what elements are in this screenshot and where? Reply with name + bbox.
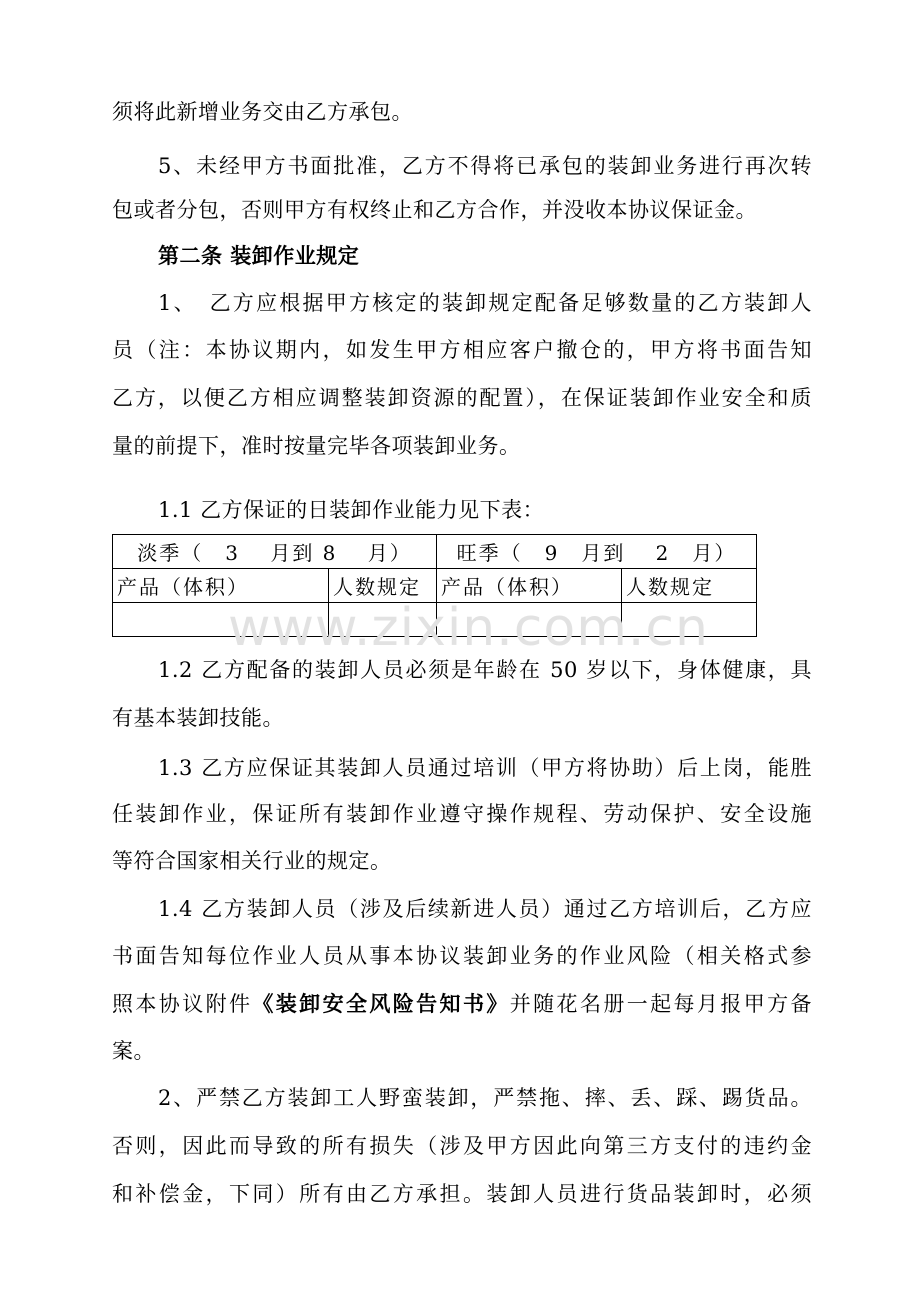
paragraph-line: 乙方，以便乙方相应调整装卸资源的配置），在保证装卸作业安全和质 — [112, 386, 812, 410]
table-cell — [622, 603, 757, 637]
capacity-table — [112, 534, 757, 637]
paragraph-line: 1.3 乙方应保证其装卸人员通过培训（甲方将协助）后上岗，能胜 — [158, 756, 812, 780]
text-segment: 照本协议附件 — [112, 992, 253, 1016]
watermark: www.zixin.com.cn — [228, 598, 709, 658]
paragraph-line: 1.4 乙方装卸人员（涉及后续新进人员）通过乙方培训后，乙方应 — [158, 897, 812, 921]
paragraph-line: 1.1 乙方保证的日装卸作业能力见下表： — [158, 498, 545, 522]
paragraph-line: 2、严禁乙方装卸工人野蛮装卸，严禁拖、摔、丢、踩、踢货品。 — [158, 1086, 812, 1110]
product-volume-header: 产品（体积） — [113, 569, 329, 603]
paragraph-line: 1、 乙方应根据甲方核定的装卸规定配备足够数量的乙方装卸人 — [158, 291, 812, 315]
paragraph-line: 案。 — [112, 1039, 155, 1063]
paragraph-line: 1.2 乙方配备的装卸人员必须是年龄在 50 岁以下，身体健康，具 — [158, 658, 812, 682]
table-cell — [329, 603, 437, 637]
section-heading: 第二条 装卸作业规定 — [158, 243, 360, 268]
paragraph-line: 包或者分包，否则甲方有权终止和乙方合作，并没收本协议保证金。 — [112, 198, 757, 222]
peak-season-header: 旺季（ 9 月到 2 月） — [437, 535, 757, 569]
off-season-header: 淡季（ 3 月到 8 月） — [113, 535, 437, 569]
paragraph-line — [112, 988, 812, 1020]
paragraph-line: 须将此新增业务交由乙方承包。 — [112, 100, 413, 124]
staff-rule-header: 人数规定 — [329, 569, 437, 603]
appendix-title: 《装卸安全风险告知书》 — [252, 991, 510, 1016]
paragraph-line: 和补偿金，下同）所有由乙方承担。装卸人员进行货品装卸时，必须 — [112, 1182, 812, 1206]
paragraph-line: 有基本装卸技能。 — [112, 706, 284, 730]
paragraph-line: 任装卸作业，保证所有装卸作业遵守操作规程、劳动保护、安全设施 — [112, 802, 812, 826]
paragraph-line: 量的前提下，准时按量完毕各项装卸业务。 — [112, 434, 521, 458]
paragraph-line: 书面告知每位作业人员从事本协议装卸业务的作业风险（相关格式参 — [112, 944, 812, 968]
paragraph-line: 5、未经甲方书面批准，乙方不得将已承包的装卸业务进行再次转 — [158, 154, 812, 178]
paragraph-line: 否则，因此而导致的所有损失（涉及甲方因此向第三方支付的违约金 — [112, 1134, 812, 1158]
table-row — [113, 603, 757, 637]
table-row — [113, 569, 757, 603]
paragraph-line: 等符合国家相关行业的规定。 — [112, 849, 392, 873]
paragraph-line: 员（注：本协议期内，如发生甲方相应客户撤仓的，甲方将书面告知 — [112, 338, 812, 362]
table-row — [113, 535, 757, 569]
product-volume-header: 产品（体积） — [437, 569, 622, 603]
text-segment: 并随花名册一起每月报甲方备 — [509, 992, 813, 1016]
table-cell — [437, 603, 622, 637]
staff-rule-header: 人数规定 — [622, 569, 757, 603]
table-cell — [113, 603, 329, 637]
